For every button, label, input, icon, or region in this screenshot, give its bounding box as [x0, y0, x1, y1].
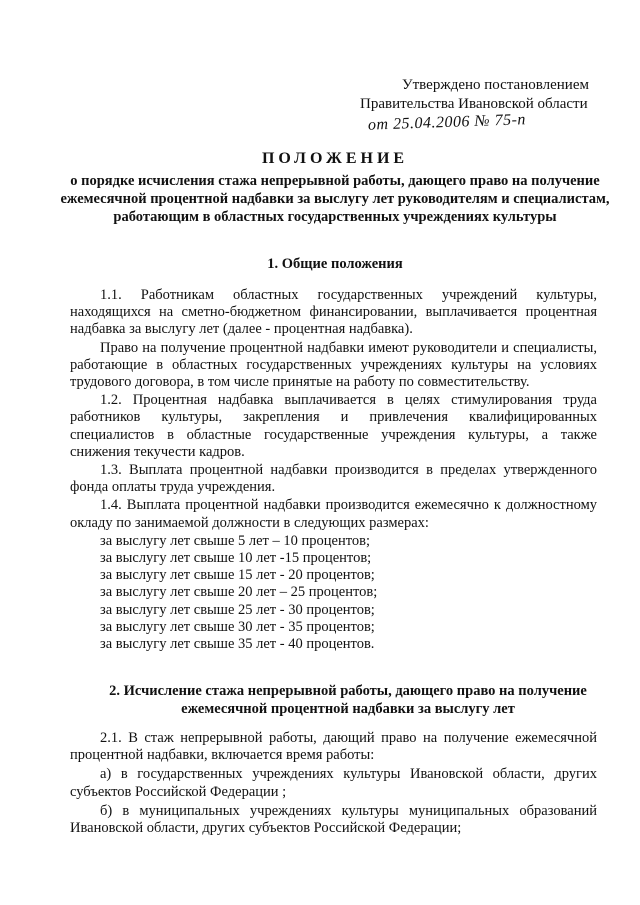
- handwritten-resolution-number: от 25.04.2006 № 75-п: [367, 111, 527, 134]
- list-item: за выслугу лет свыше 15 лет - 20 процентов;: [100, 567, 375, 584]
- list-item: за выслугу лет свыше 35 лет - 40 процентов.: [100, 636, 375, 653]
- paragraph-1-2: 1.2. Процентная надбавка выплачивается в целях стимулирования труда работников культуры, закрепления и привлечения квалифицированных специалистов в областные государственные учреждения культуры, а также снижения текучести кадров.: [70, 392, 597, 460]
- paragraph-2-1: 2.1. В стаж непрерывной работы, дающий право на получение ежемесячной процентной надбавки, включается время работы:: [70, 730, 597, 764]
- approval-line-2: Правительства Ивановской области: [360, 96, 588, 112]
- list-item: за выслугу лет свыше 20 лет – 25 процентов;: [100, 584, 378, 601]
- list-item-b: б) в муниципальных учреждениях культуры муниципальных образований Ивановской области, других субъектов Российской Федерации;: [70, 802, 597, 837]
- section-2-heading: 2. Исчисление стажа непрерывной работы, дающего право на получение ежемесячной процентной надбавки за выслугу лет: [109, 683, 587, 717]
- approval-line-1: Утверждено постановлением: [402, 77, 589, 93]
- section-2-body: [70, 730, 597, 839]
- paragraph-1-3: 1.3. Выплата процентной надбавки производится в пределах утвержденного фонда оплаты труда учреждения.: [70, 462, 597, 496]
- section-1-body: [70, 287, 597, 653]
- paragraph-entitlement: Право на получение процентной надбавки имеют руководители и специалисты, работающие в областных государственных учреждениях культуры на условиях трудового договора, в том числе принятые на работу по совместительству.: [70, 339, 597, 391]
- list-item: за выслугу лет свыше 25 лет - 30 процентов;: [100, 601, 375, 618]
- approval-stamp: [360, 76, 630, 135]
- paragraph-1-1: 1.1. Работникам областных государственных учреждений культуры, находящихся на сметно-бюджетном финансировании, выплачивается процентная надбавка за выслугу лет (далее - процентная надбавка).: [70, 287, 597, 338]
- document-title-block: [40, 150, 630, 226]
- section-1-heading: 1. Общие положения: [267, 256, 403, 272]
- document-subtitle: о порядке исчисления стажа непрерывной работы, дающего право на получение ежемесячной процентной надбавки за выслугу лет руководителям и специалистам, работающим в областных государственных учреждениях культуры: [60, 173, 610, 225]
- list-item-a: а) в государственных учреждениях культуры Ивановской области, других субъектов Российской Федерации ;: [70, 766, 597, 800]
- percent-rate-list: [70, 533, 597, 653]
- document-title: ПОЛОЖЕНИЕ: [261, 150, 409, 167]
- list-item: за выслугу лет свыше 10 лет -15 процентов;: [100, 550, 372, 567]
- list-item: за выслугу лет свыше 30 лет - 35 процентов;: [100, 618, 375, 635]
- paragraph-1-4: 1.4. Выплата процентной надбавки производится ежемесячно к должностному окладу по занимаемой должности в следующих размерах:: [70, 497, 597, 531]
- list-item: за выслугу лет свыше 5 лет – 10 процентов;: [100, 532, 370, 549]
